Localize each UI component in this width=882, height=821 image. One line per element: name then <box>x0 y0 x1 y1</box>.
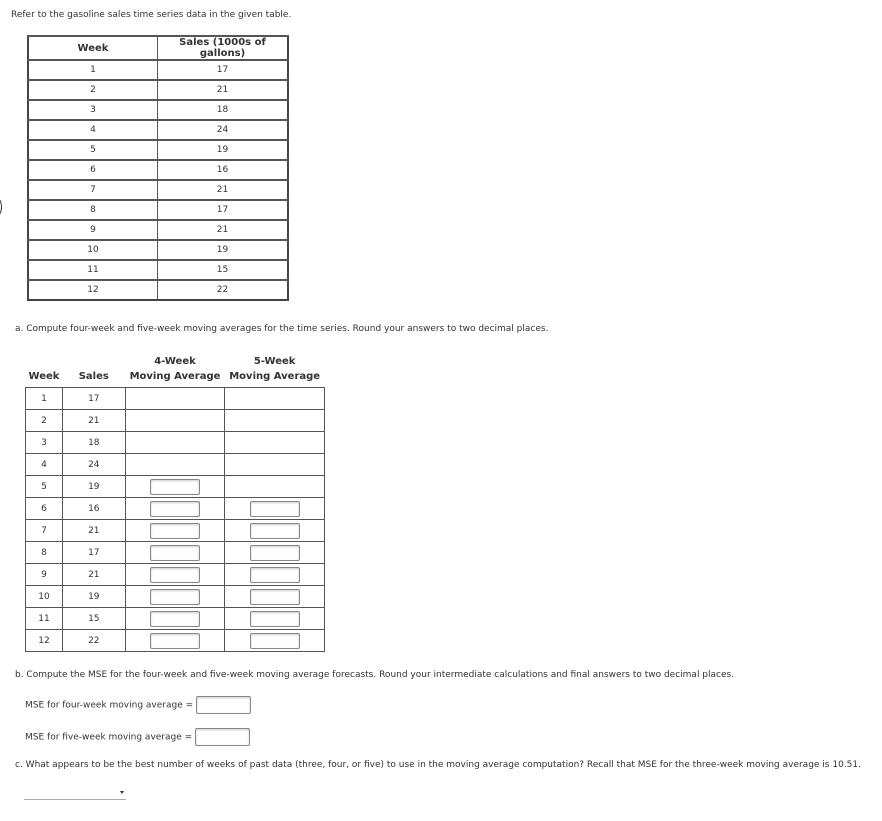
ma5-cell <box>225 608 325 630</box>
data-table-row <box>28 80 288 100</box>
ma5-cell <box>225 454 325 476</box>
chevron-down-icon <box>120 791 124 794</box>
week-cell: 3 <box>28 100 158 120</box>
ma4-input-week-6[interactable] <box>150 501 200 517</box>
sales-cell: 17 <box>158 60 289 80</box>
ma5-cell <box>225 564 325 586</box>
ma-week-cell: 9 <box>26 564 63 586</box>
ma4-input-week-11[interactable] <box>150 611 200 627</box>
ma-table-row <box>26 498 325 520</box>
data-table-row <box>28 280 288 300</box>
sales-cell: 19 <box>158 240 289 260</box>
ma-sales-cell: 19 <box>62 476 125 498</box>
ma-week-cell: 8 <box>26 542 63 564</box>
ma4-cell <box>125 410 225 432</box>
ma-table-row <box>26 542 325 564</box>
ma4-input-week-9[interactable] <box>150 567 200 583</box>
ma4-cell <box>125 542 225 564</box>
week-cell: 8 <box>28 200 158 220</box>
ma4-cell <box>125 388 225 410</box>
header-sales: Sales (1000s of gallons) <box>158 36 289 60</box>
ma-week-cell: 7 <box>26 520 63 542</box>
ma-week-cell: 1 <box>26 388 63 410</box>
intro-text: Refer to the gasoline sales time series data in the given table. <box>11 10 292 20</box>
ma4-cell <box>125 586 225 608</box>
ma4-input-week-8[interactable] <box>150 545 200 561</box>
side-arc-decoration <box>0 195 2 219</box>
ma4-input-week-5[interactable] <box>150 479 200 495</box>
week-cell: 1 <box>28 60 158 80</box>
ma-header-sales: Sales <box>78 371 109 382</box>
sales-cell: 24 <box>158 120 289 140</box>
week-cell: 5 <box>28 140 158 160</box>
ma5-header-line2: Moving Average <box>229 371 321 382</box>
data-table-row <box>28 200 288 220</box>
week-cell: 12 <box>28 280 158 300</box>
ma-sales-cell: 16 <box>62 498 125 520</box>
ma-sales-cell: 17 <box>62 388 125 410</box>
sales-cell: 17 <box>158 200 289 220</box>
sales-cell: 15 <box>158 260 289 280</box>
ma-header-5week <box>225 354 325 388</box>
mse4-row <box>25 696 251 714</box>
ma-sales-cell: 21 <box>62 520 125 542</box>
mse5-row <box>25 728 250 746</box>
ma-week-cell: 3 <box>26 432 63 454</box>
ma5-cell <box>225 410 325 432</box>
header-week: Week <box>28 36 158 60</box>
ma-table-row <box>26 608 325 630</box>
week-cell: 10 <box>28 240 158 260</box>
ma-table-row <box>26 432 325 454</box>
sales-cell: 22 <box>158 280 289 300</box>
week-cell: 7 <box>28 180 158 200</box>
data-table-row <box>28 240 288 260</box>
ma5-input-week-12[interactable] <box>250 633 300 649</box>
ma5-cell <box>225 520 325 542</box>
data-table-row <box>28 220 288 240</box>
ma-sales-cell: 15 <box>62 608 125 630</box>
ma5-input-week-7[interactable] <box>250 523 300 539</box>
ma4-cell <box>125 520 225 542</box>
sales-cell: 19 <box>158 140 289 160</box>
ma5-input-week-9[interactable] <box>250 567 300 583</box>
part-b-question: b. Compute the MSE for the four-week and five-week moving average forecasts. Round your intermediate calculations and final answers to two decimal places. <box>15 670 735 680</box>
week-cell: 9 <box>28 220 158 240</box>
ma-table-row <box>26 564 325 586</box>
mse5-input[interactable] <box>195 728 250 746</box>
week-cell: 2 <box>28 80 158 100</box>
ma-header-4week <box>125 354 225 388</box>
sales-cell: 21 <box>158 80 289 100</box>
ma4-cell <box>125 608 225 630</box>
mse5-label: MSE for five-week moving average = <box>25 732 193 743</box>
ma-table-row <box>26 476 325 498</box>
data-table-row <box>28 160 288 180</box>
ma-sales-cell: 18 <box>62 432 125 454</box>
data-table-row <box>28 100 288 120</box>
gasoline-sales-table <box>27 35 289 301</box>
ma-table-row <box>26 410 325 432</box>
ma4-header-line2: Moving Average <box>129 371 221 382</box>
week-cell: 6 <box>28 160 158 180</box>
sales-cell: 16 <box>158 160 289 180</box>
ma5-input-week-6[interactable] <box>250 501 300 517</box>
ma-table-row <box>26 520 325 542</box>
data-table-row <box>28 180 288 200</box>
ma4-cell <box>125 432 225 454</box>
ma4-cell <box>125 630 225 652</box>
ma5-cell <box>225 476 325 498</box>
ma5-input-week-11[interactable] <box>250 611 300 627</box>
sales-cell: 21 <box>158 220 289 240</box>
ma-sales-cell: 21 <box>62 410 125 432</box>
part-a-question: a. Compute four-week and five-week moving averages for the time series. Round your answers to two decimal places. <box>15 324 549 334</box>
ma5-cell <box>225 630 325 652</box>
ma-header-week: Week <box>28 371 60 382</box>
ma5-cell <box>225 498 325 520</box>
data-table-row <box>28 60 288 80</box>
ma-table-row <box>26 630 325 652</box>
ma-table-row <box>26 454 325 476</box>
ma4-header-line1: 4-Week <box>154 356 196 367</box>
ma-week-cell: 5 <box>26 476 63 498</box>
ma4-cell <box>125 476 225 498</box>
ma-sales-cell: 17 <box>62 542 125 564</box>
part-c-question: c. What appears to be the best number of weeks of past data (three, four, or five) to use in the moving average computation? Recall that MSE for the three-week moving average is 10.51. <box>15 760 861 770</box>
mse4-input[interactable] <box>196 696 251 714</box>
ma-sales-cell: 24 <box>62 454 125 476</box>
ma4-cell <box>125 498 225 520</box>
ma-sales-cell: 22 <box>62 630 125 652</box>
data-table-row <box>28 260 288 280</box>
ma-sales-cell: 21 <box>62 564 125 586</box>
ma-week-cell: 10 <box>26 586 63 608</box>
ma5-input-week-10[interactable] <box>250 589 300 605</box>
ma4-cell <box>125 454 225 476</box>
ma5-input-week-8[interactable] <box>250 545 300 561</box>
data-table-row <box>28 140 288 160</box>
week-cell: 4 <box>28 120 158 140</box>
ma-week-cell: 4 <box>26 454 63 476</box>
ma-table-row <box>26 388 325 410</box>
ma5-cell <box>225 542 325 564</box>
ma4-input-week-7[interactable] <box>150 523 200 539</box>
ma-week-cell: 11 <box>26 608 63 630</box>
ma4-cell <box>125 564 225 586</box>
data-table-header-row <box>28 36 288 60</box>
mse4-label: MSE for four-week moving average = <box>25 700 194 711</box>
ma5-cell <box>225 388 325 410</box>
ma5-cell <box>225 432 325 454</box>
ma5-header-line1: 5-Week <box>253 356 296 367</box>
sales-cell: 18 <box>158 100 289 120</box>
moving-average-table <box>25 354 325 652</box>
data-table-row <box>28 120 288 140</box>
best-weeks-select[interactable] <box>24 789 126 800</box>
ma-week-cell: 6 <box>26 498 63 520</box>
ma4-input-week-10[interactable] <box>150 589 200 605</box>
ma-week-cell: 12 <box>26 630 63 652</box>
ma4-input-week-12[interactable] <box>150 633 200 649</box>
week-cell: 11 <box>28 260 158 280</box>
ma-header-row <box>26 354 325 388</box>
sales-cell: 21 <box>158 180 289 200</box>
ma-sales-cell: 19 <box>62 586 125 608</box>
ma-table-row <box>26 586 325 608</box>
ma5-cell <box>225 586 325 608</box>
ma-week-cell: 2 <box>26 410 63 432</box>
